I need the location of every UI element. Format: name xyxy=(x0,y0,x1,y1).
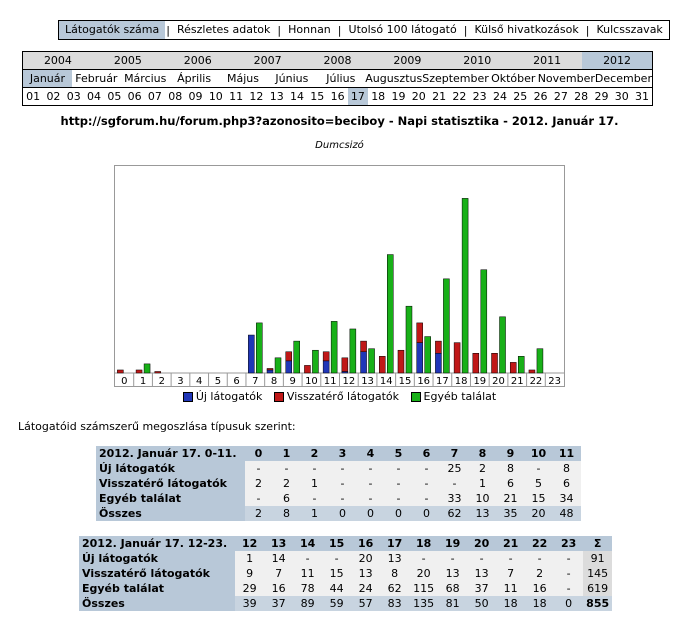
row-label: Új látogatók xyxy=(96,461,245,476)
table-cell: 20 xyxy=(409,566,438,581)
day-18[interactable]: 18 xyxy=(371,90,386,103)
table-row xyxy=(79,596,612,611)
day-10[interactable]: 10 xyxy=(208,90,223,103)
table-hour-header: 10 xyxy=(525,446,553,461)
day-25[interactable]: 25 xyxy=(513,90,528,103)
bar-vissza-13 xyxy=(361,341,367,352)
table-cell: 7 xyxy=(496,566,525,581)
table-header-row xyxy=(79,536,612,551)
bar-egyeb-17 xyxy=(443,279,449,373)
day-28[interactable]: 28 xyxy=(574,90,589,103)
table-cell: 0 xyxy=(554,596,583,611)
row-label: Visszatérő látogatók xyxy=(96,476,245,491)
table-hour-header: 12 xyxy=(235,536,264,551)
table-cell: - xyxy=(245,491,273,506)
year-2006[interactable]: 2006 xyxy=(183,54,212,67)
table-cell: 0 xyxy=(329,506,357,521)
table-cell: - xyxy=(357,476,385,491)
bar-egyeb-22 xyxy=(537,349,543,373)
day-26[interactable]: 26 xyxy=(533,90,548,103)
x-tick-label: 3 xyxy=(177,376,184,386)
table-cell: 37 xyxy=(264,596,293,611)
day-02[interactable]: 02 xyxy=(46,90,61,103)
table-cell: - xyxy=(413,461,441,476)
bar-vissza-15 xyxy=(398,350,404,373)
table-cell: - xyxy=(245,461,273,476)
table-hour-header: 11 xyxy=(553,446,581,461)
table-cell: 34 xyxy=(553,491,581,506)
table-cell: - xyxy=(554,566,583,581)
stats-nav xyxy=(58,20,670,40)
table-cell: 6 xyxy=(553,476,581,491)
table-cell: 1 xyxy=(301,476,329,491)
bar-vissza-21 xyxy=(510,362,516,373)
day-31[interactable]: 31 xyxy=(635,90,650,103)
x-tick-label: 22 xyxy=(529,376,543,386)
table-hour-header: 9 xyxy=(497,446,525,461)
legend-item-egyeb xyxy=(411,390,497,403)
table-cell: - xyxy=(496,551,525,566)
bar-vissza-9 xyxy=(286,352,292,361)
day-30[interactable]: 30 xyxy=(614,90,629,103)
table-cell: 11 xyxy=(496,581,525,596)
table-cell: 91 xyxy=(583,551,612,566)
day-row xyxy=(23,87,652,105)
day-13[interactable]: 13 xyxy=(269,90,284,103)
bar-uj-13 xyxy=(361,352,367,373)
table-cell: 8 xyxy=(553,461,581,476)
table-cell: 33 xyxy=(441,491,469,506)
month-2[interactable]: Február xyxy=(75,72,118,85)
table-cell: 89 xyxy=(293,596,322,611)
x-tick-label: 5 xyxy=(214,376,222,386)
stats-table-0-11 xyxy=(96,446,581,521)
bar-egyeb-19 xyxy=(481,270,487,373)
table-title: 2012. Január 17. 0-11. xyxy=(96,446,245,461)
bar-egyeb-7 xyxy=(256,323,262,373)
month-10[interactable]: Október xyxy=(491,72,536,85)
row-label: Egyéb találat xyxy=(96,491,245,506)
table-cell: - xyxy=(357,461,385,476)
x-tick-label: 16 xyxy=(417,376,431,386)
bar-egyeb-9 xyxy=(294,341,300,373)
bar-egyeb-10 xyxy=(312,350,318,373)
row-label: Új látogatók xyxy=(79,551,235,566)
table-cell: 1 xyxy=(301,506,329,521)
legend-swatch-egyeb xyxy=(411,392,421,402)
table-hour-header: 16 xyxy=(351,536,380,551)
bar-uj-7 xyxy=(248,335,254,373)
table-cell: - xyxy=(554,581,583,596)
day-08[interactable]: 08 xyxy=(168,90,183,103)
x-tick-label: 8 xyxy=(270,376,278,386)
year-row xyxy=(23,52,652,69)
x-tick-label: 14 xyxy=(379,376,393,386)
table-hour-header: 6 xyxy=(413,446,441,461)
bar-egyeb-1 xyxy=(144,364,150,373)
day-05[interactable]: 05 xyxy=(107,90,122,103)
bar-vissza-8 xyxy=(267,368,273,370)
table-hour-header: 22 xyxy=(525,536,554,551)
table-cell: 13 xyxy=(438,566,467,581)
bar-uj-8 xyxy=(267,370,273,373)
table-cell: 81 xyxy=(438,596,467,611)
distribution-label: Látogatóid számszerű megoszlása típusuk szerint: xyxy=(18,420,296,433)
table-cell: - xyxy=(441,476,469,491)
day-15[interactable]: 15 xyxy=(310,90,325,103)
nav-separator: | xyxy=(277,23,282,37)
month-7[interactable]: Július xyxy=(326,72,356,85)
chart-legend xyxy=(0,390,679,403)
day-01[interactable]: 01 xyxy=(26,90,41,103)
month-4[interactable]: Április xyxy=(177,72,212,85)
day-19[interactable]: 19 xyxy=(391,90,406,103)
table-cell: - xyxy=(525,461,553,476)
table-row xyxy=(79,566,612,581)
table-cell: 68 xyxy=(438,581,467,596)
bar-uj-17 xyxy=(435,353,441,373)
table-cell: 2 xyxy=(273,476,301,491)
table-cell: - xyxy=(357,491,385,506)
bar-uj-11 xyxy=(323,361,329,373)
table-cell: 8 xyxy=(380,566,409,581)
table-cell: 62 xyxy=(441,506,469,521)
table-row xyxy=(96,476,581,491)
x-tick-label: 11 xyxy=(323,376,337,386)
table-cell: - xyxy=(329,461,357,476)
table-row xyxy=(79,581,612,596)
day-23[interactable]: 23 xyxy=(472,90,487,103)
month-6[interactable]: Június xyxy=(275,72,309,85)
bar-vissza-11 xyxy=(323,352,329,361)
stats-table-12-23 xyxy=(79,536,612,611)
bar-vissza-17 xyxy=(435,341,441,353)
bar-egyeb-16 xyxy=(425,337,431,373)
month-12[interactable]: December xyxy=(594,72,652,85)
row-label: Összes xyxy=(79,596,235,611)
table-cell: 9 xyxy=(235,566,264,581)
x-tick-label: 4 xyxy=(196,376,203,386)
nav-item-4[interactable]: Külső hivatkozások xyxy=(474,23,579,36)
table-cell: - xyxy=(438,551,467,566)
table-cell: 6 xyxy=(273,491,301,506)
legend-label-uj: Új látogatók xyxy=(195,390,263,403)
table-cell: 8 xyxy=(497,461,525,476)
nav-separator: | xyxy=(337,23,342,37)
table-cell: 14 xyxy=(264,551,293,566)
table-hour-header: 23 xyxy=(554,536,583,551)
nav-item-2[interactable]: Honnan xyxy=(288,23,331,36)
year-2004[interactable]: 2004 xyxy=(43,54,72,67)
table-cell: - xyxy=(329,491,357,506)
x-tick-label: 1 xyxy=(139,376,147,386)
bar-egyeb-15 xyxy=(406,306,412,373)
row-label: Visszatérő látogatók xyxy=(79,566,235,581)
x-tick-label: 7 xyxy=(252,376,259,386)
legend-swatch-vissza xyxy=(274,392,284,402)
bar-vissza-12 xyxy=(342,358,348,372)
bar-egyeb-21 xyxy=(518,356,524,373)
table-hour-header: 3 xyxy=(329,446,357,461)
x-tick-label: 10 xyxy=(305,376,318,386)
table-cell: 1 xyxy=(469,476,497,491)
table-cell: 135 xyxy=(409,596,438,611)
table-cell: 20 xyxy=(525,506,553,521)
table-row xyxy=(96,491,581,506)
table-cell: - xyxy=(385,461,413,476)
table-cell: 8 xyxy=(273,506,301,521)
table-cell: - xyxy=(413,491,441,506)
table-row xyxy=(96,461,581,476)
table-cell: 13 xyxy=(380,551,409,566)
day-07[interactable]: 07 xyxy=(147,90,162,103)
table-cell: - xyxy=(525,551,554,566)
table-cell: - xyxy=(322,551,351,566)
row-label: Összes xyxy=(96,506,245,521)
bar-vissza-22 xyxy=(529,370,535,373)
bar-vissza-20 xyxy=(492,353,498,373)
year-2011[interactable]: 2011 xyxy=(533,54,562,67)
table-cell: 145 xyxy=(583,566,612,581)
bar-vissza-0 xyxy=(117,370,123,373)
x-tick-label: 13 xyxy=(361,376,374,386)
table-hour-header: 20 xyxy=(467,536,496,551)
x-tick-label: 20 xyxy=(492,376,505,386)
table-row xyxy=(79,551,612,566)
table-cell: 10 xyxy=(469,491,497,506)
table-cell: 37 xyxy=(467,581,496,596)
table-cell: 16 xyxy=(264,581,293,596)
bar-vissza-18 xyxy=(454,343,460,373)
row-label: Egyéb találat xyxy=(79,581,235,596)
legend-label-egyeb: Egyéb találat xyxy=(423,390,497,403)
table-hour-header: 15 xyxy=(322,536,351,551)
day-04[interactable]: 04 xyxy=(87,90,102,103)
bar-egyeb-12 xyxy=(350,329,356,373)
table-cell: 39 xyxy=(235,596,264,611)
nav-separator: | xyxy=(463,23,468,37)
bar-vissza-1 xyxy=(136,370,142,373)
day-20[interactable]: 20 xyxy=(411,90,426,103)
x-tick-label: 6 xyxy=(233,376,240,386)
table-cell: - xyxy=(385,476,413,491)
bar-vissza-2 xyxy=(155,371,161,373)
table-cell: 15 xyxy=(525,491,553,506)
table-cell: 11 xyxy=(293,566,322,581)
table-cell: 15 xyxy=(322,566,351,581)
table-cell: 0 xyxy=(357,506,385,521)
table-cell: - xyxy=(301,461,329,476)
day-27[interactable]: 27 xyxy=(553,90,568,103)
bar-egyeb-13 xyxy=(369,349,375,373)
table-cell: 2 xyxy=(525,566,554,581)
day-06[interactable]: 06 xyxy=(127,90,142,103)
table-cell: 35 xyxy=(497,506,525,521)
chart-subtitle: Dumcsizó xyxy=(315,140,364,151)
x-tick-label: 0 xyxy=(121,376,128,386)
table-cell: 2 xyxy=(245,476,273,491)
table-cell: - xyxy=(293,551,322,566)
bar-egyeb-11 xyxy=(331,321,337,373)
x-tick-label: 17 xyxy=(436,376,449,386)
table-cell: 2 xyxy=(469,461,497,476)
table-cell: 25 xyxy=(441,461,469,476)
table-cell: - xyxy=(329,476,357,491)
bar-egyeb-18 xyxy=(462,198,468,373)
table-cell: 0 xyxy=(385,506,413,521)
year-2010[interactable]: 2010 xyxy=(463,54,492,67)
day-16[interactable]: 16 xyxy=(330,90,345,103)
month-9[interactable]: Szeptember xyxy=(422,72,489,85)
table-hour-header: 1 xyxy=(273,446,301,461)
year-2012[interactable]: 2012 xyxy=(582,52,652,69)
nav-separator: | xyxy=(166,23,170,37)
day-12[interactable]: 12 xyxy=(249,90,264,103)
table-cell: 6 xyxy=(497,476,525,491)
table-cell: 44 xyxy=(322,581,351,596)
table-cell: 78 xyxy=(293,581,322,596)
x-tick-label: 18 xyxy=(454,376,468,386)
table-cell: - xyxy=(273,461,301,476)
table-row xyxy=(96,506,581,521)
legend-item-vissza xyxy=(274,390,399,403)
table-cell: 29 xyxy=(235,581,264,596)
month-11[interactable]: November xyxy=(537,72,595,85)
table-cell: - xyxy=(385,491,413,506)
table-cell: 2 xyxy=(245,506,273,521)
day-29[interactable]: 29 xyxy=(594,90,609,103)
nav-item-1[interactable]: Részletes adatok xyxy=(176,23,271,36)
day-17[interactable]: 17 xyxy=(348,88,368,105)
table-hour-header: 13 xyxy=(264,536,293,551)
table-hour-header: 2 xyxy=(301,446,329,461)
table-cell: - xyxy=(413,476,441,491)
day-24[interactable]: 24 xyxy=(492,90,507,103)
month-8[interactable]: Augusztus xyxy=(365,72,423,85)
day-11[interactable]: 11 xyxy=(229,90,244,103)
chart-svg xyxy=(115,166,564,386)
table-hour-header: 4 xyxy=(357,446,385,461)
nav-item-3[interactable]: Utolsó 100 látogató xyxy=(348,23,457,36)
table-cell: 59 xyxy=(322,596,351,611)
table-cell: 83 xyxy=(380,596,409,611)
table-cell: 48 xyxy=(553,506,581,521)
legend-label-vissza: Visszatérő látogatók xyxy=(286,390,400,403)
bar-vissza-19 xyxy=(473,353,479,373)
bar-vissza-10 xyxy=(304,365,310,373)
table-title: 2012. Január 17. 12-23. xyxy=(79,536,235,551)
hourly-chart xyxy=(114,165,565,387)
table-cell: 20 xyxy=(351,551,380,566)
table-cell: 0 xyxy=(413,506,441,521)
x-tick-label: 21 xyxy=(510,376,524,386)
bar-egyeb-8 xyxy=(275,358,281,373)
table-hour-header: Σ xyxy=(583,536,612,551)
table-hour-header: 17 xyxy=(380,536,409,551)
page-title: http://sgforum.hu/forum.php3?azonosito=beciboy - Napi statisztika - 2012. Január 17. xyxy=(60,114,619,128)
bar-egyeb-14 xyxy=(387,255,393,373)
year-2005[interactable]: 2005 xyxy=(113,54,142,67)
x-tick-label: 9 xyxy=(289,376,296,386)
x-tick-label: 12 xyxy=(342,376,356,386)
bar-uj-9 xyxy=(286,361,292,373)
legend-item-uj xyxy=(183,390,263,403)
table-cell: 1 xyxy=(235,551,264,566)
day-21[interactable]: 21 xyxy=(432,90,447,103)
nav-item-5[interactable]: Kulcsszavak xyxy=(596,23,663,36)
day-09[interactable]: 09 xyxy=(188,90,203,103)
table-cell: 24 xyxy=(351,581,380,596)
table-hour-header: 7 xyxy=(441,446,469,461)
bar-egyeb-20 xyxy=(500,317,506,373)
table-hour-header: 21 xyxy=(496,536,525,551)
table-cell: 619 xyxy=(583,581,612,596)
table-hour-header: 14 xyxy=(293,536,322,551)
table-cell: 50 xyxy=(467,596,496,611)
table-hour-header: 19 xyxy=(438,536,467,551)
table-cell: 21 xyxy=(497,491,525,506)
year-2007[interactable]: 2007 xyxy=(253,54,282,67)
legend-swatch-uj xyxy=(183,392,193,402)
month-row xyxy=(23,69,652,87)
x-tick-label: 2 xyxy=(158,376,165,386)
table-cell: - xyxy=(409,551,438,566)
year-2008[interactable]: 2008 xyxy=(323,54,352,67)
table-cell: 855 xyxy=(583,596,612,611)
table-hour-header: 5 xyxy=(385,446,413,461)
x-tick-label: 15 xyxy=(398,376,412,386)
bar-vissza-16 xyxy=(417,323,423,343)
table-cell: - xyxy=(301,491,329,506)
date-selector xyxy=(22,51,653,106)
day-03[interactable]: 03 xyxy=(66,90,81,103)
day-22[interactable]: 22 xyxy=(452,90,467,103)
table-cell: 7 xyxy=(264,566,293,581)
month-1[interactable]: Január xyxy=(23,70,72,87)
bar-uj-16 xyxy=(417,343,423,373)
table-cell: 13 xyxy=(467,566,496,581)
table-cell: - xyxy=(467,551,496,566)
table-cell: 18 xyxy=(496,596,525,611)
table-cell: 13 xyxy=(469,506,497,521)
x-tick-label: 23 xyxy=(548,376,562,386)
table-cell: 62 xyxy=(380,581,409,596)
table-cell: 115 xyxy=(409,581,438,596)
bar-vissza-14 xyxy=(379,356,385,373)
table-hour-header: 18 xyxy=(409,536,438,551)
table-cell: 16 xyxy=(525,581,554,596)
month-5[interactable]: Május xyxy=(227,72,259,85)
x-tick-label: 19 xyxy=(473,376,487,386)
nav-separator: | xyxy=(585,23,590,37)
table-cell: 18 xyxy=(525,596,554,611)
table-cell: 13 xyxy=(351,566,380,581)
table-cell: 57 xyxy=(351,596,380,611)
year-2009[interactable]: 2009 xyxy=(393,54,422,67)
nav-item-0[interactable]: Látogatók száma xyxy=(59,21,165,39)
table-hour-header: 0 xyxy=(245,446,273,461)
table-hour-header: 8 xyxy=(469,446,497,461)
month-3[interactable]: Március xyxy=(124,72,167,85)
table-header-row xyxy=(96,446,581,461)
table-cell: - xyxy=(554,551,583,566)
table-cell: 5 xyxy=(525,476,553,491)
day-14[interactable]: 14 xyxy=(290,90,304,103)
